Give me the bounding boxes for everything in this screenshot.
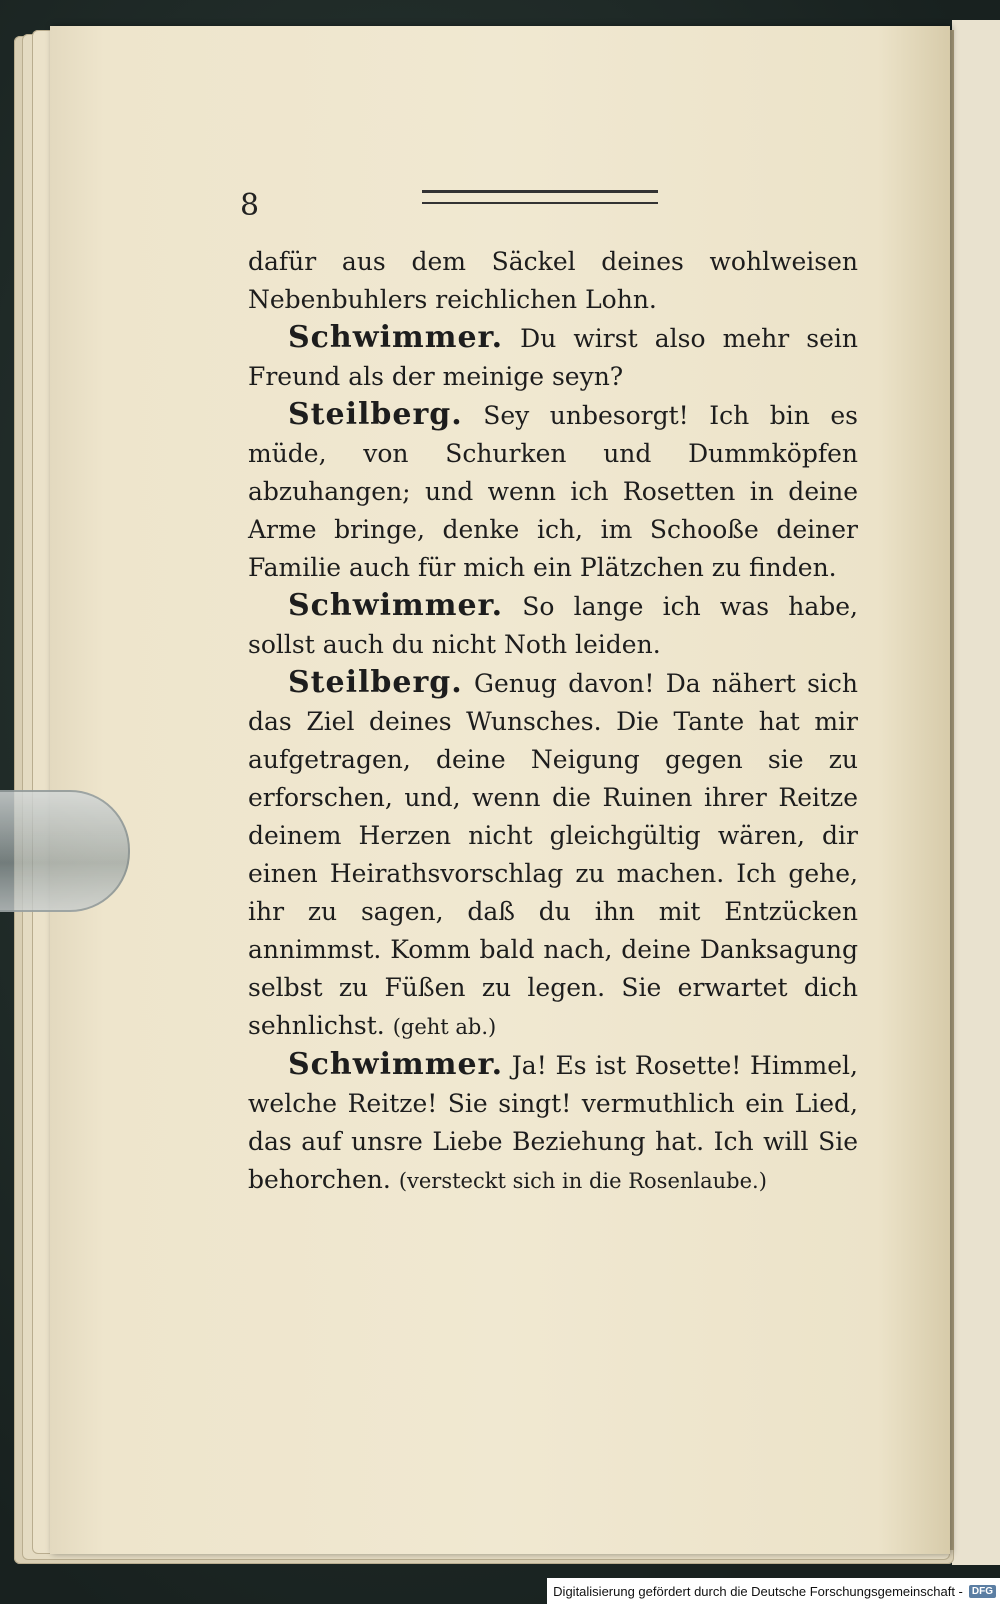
dialogue-text: Sey unbesorgt! Ich bin es müde, von Schurken und Dummköpfen abzuhangen; und wenn ich Rosetten in deine Arme bringe, denke ich, im Schooße deiner Familie auch für mich ein Plätzchen zu finden. [248, 401, 858, 582]
header-rule [422, 190, 658, 204]
paragraph [248, 396, 858, 587]
page-text [248, 242, 858, 1200]
page-clip [0, 790, 130, 912]
paragraph [248, 664, 858, 1046]
dialogue-text: So lange ich was habe, sollst auch du nicht Noth leiden. [248, 592, 858, 659]
dialogue-text: Genug davon! Da nähert sich das Ziel deines Wunsches. Die Tante hat mir aufgetragen, deine Neigung gegen sie zu erforschen, und, wenn die Ruinen ihrer Reitze deinem Herzen nicht gleichgültig wären, dir einen Heirathsvorschlag zu machen. Ich gehe, ihr zu sagen, daß du ihn mit Entzücken annimmst. Komm bald nach, deine Danksagung selbst zu Füßen zu legen. Sie erwartet dich sehnlichst. [248, 669, 858, 1040]
speaker-name: Schwimmer. [288, 320, 504, 355]
dialogue-text: dafür aus dem Säckel deines wohlweisen Nebenbuhlers reichlichen Lohn. [248, 247, 858, 314]
facing-page-edge [952, 20, 1000, 1565]
speaker-name: Schwimmer. [288, 588, 504, 623]
dialogue-text: Ja! Es ist Rosette! Himmel, welche Reitze! Sie singt! vermuthlich ein Lied, das auf unsre Liebe Beziehung hat. Ich will Sie behorchen. [248, 1051, 858, 1194]
page-number: 8 [240, 188, 260, 223]
paragraph [248, 319, 858, 396]
dfg-logo: DFG [969, 1585, 996, 1598]
speaker-name: Steilberg. [288, 665, 463, 700]
paragraph [248, 242, 858, 319]
speaker-name: Schwimmer. [288, 1047, 504, 1082]
footer-credit [547, 1578, 1000, 1604]
paragraph [248, 587, 858, 664]
paragraph [248, 1046, 858, 1200]
dialogue-text: Du wirst also mehr sein Freund als der meinige seyn? [248, 324, 858, 391]
stage-direction: (geht ab.) [392, 1015, 497, 1039]
stage-direction: (versteckt sich in die Rosenlaube.) [398, 1169, 767, 1193]
speaker-name: Steilberg. [288, 397, 463, 432]
funding-credit: Digitalisierung gefördert durch die Deutsche Forschungsgemeinschaft - [553, 1583, 963, 1599]
